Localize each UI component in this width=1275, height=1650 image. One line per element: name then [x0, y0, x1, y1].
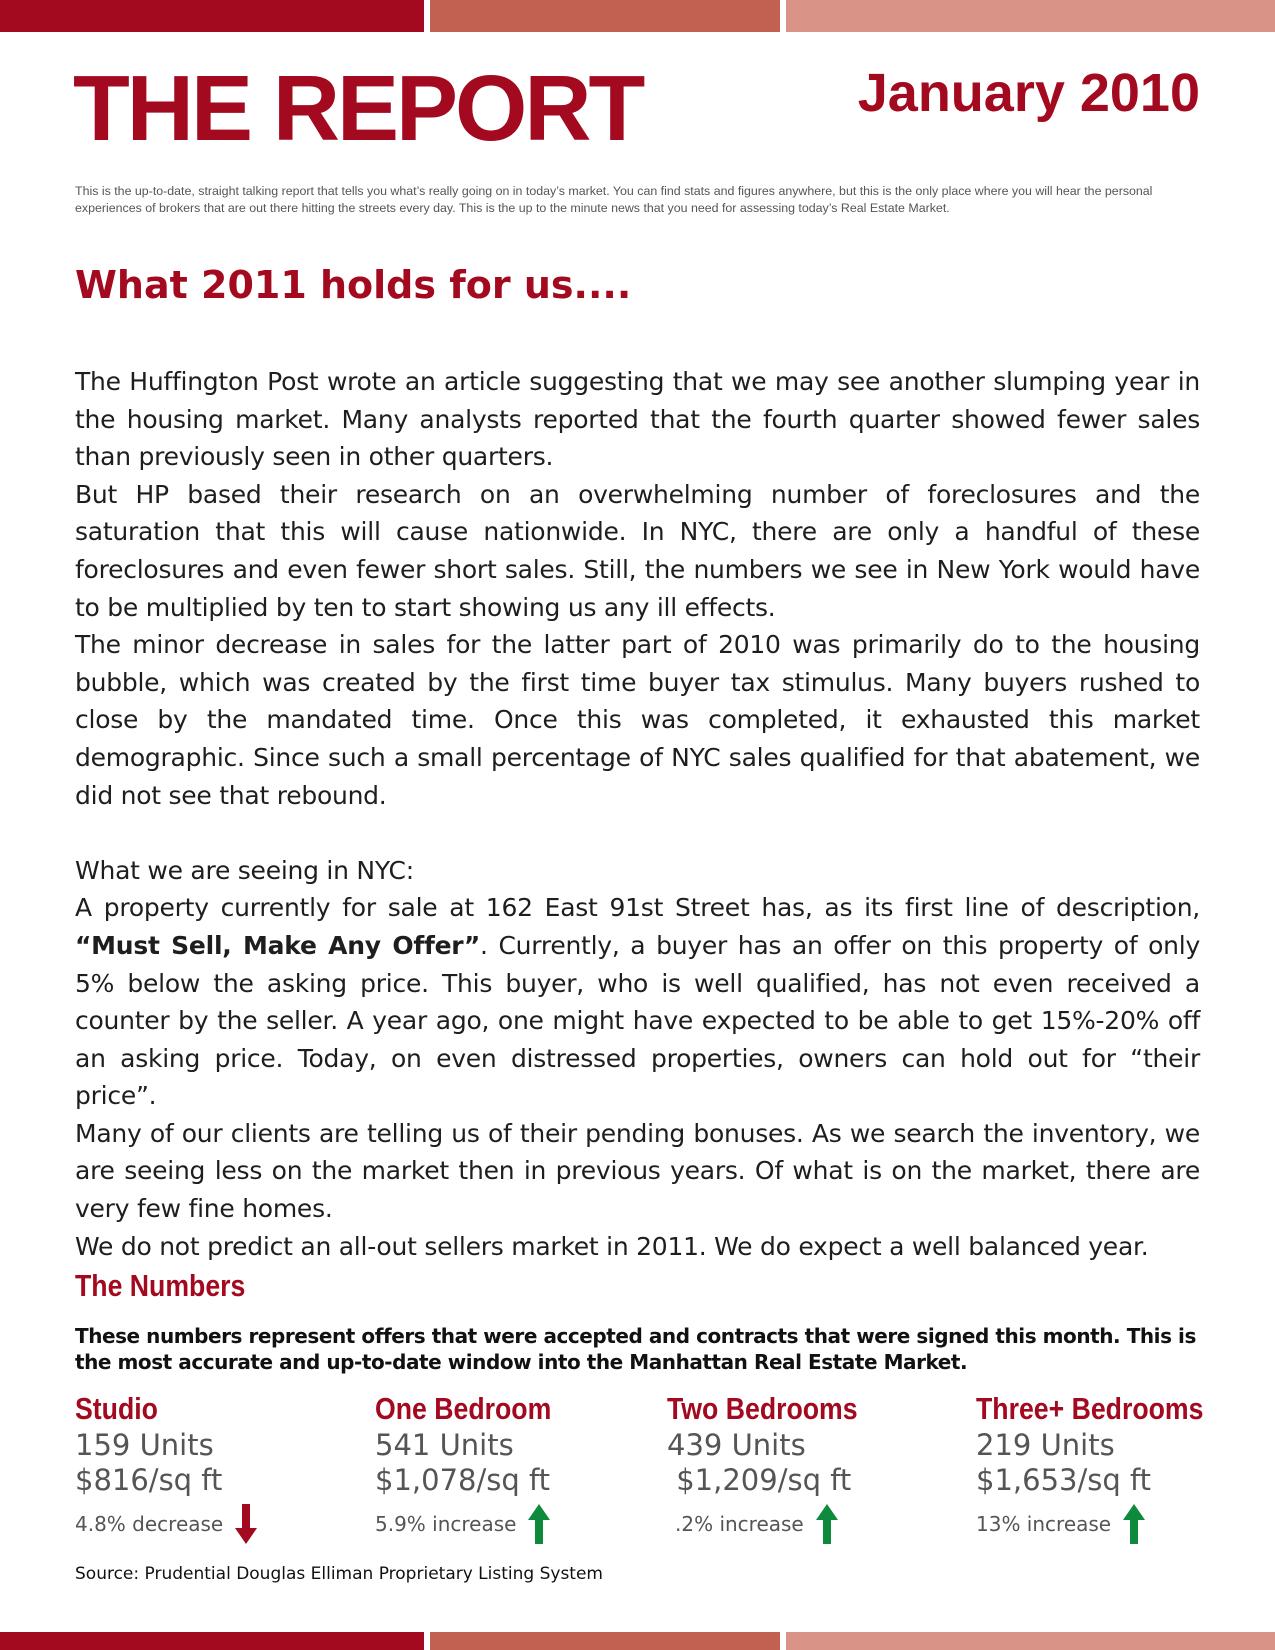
article-paragraph: We do not predict an all-out sellers market in 2011. We do expect a well balanced year. — [75, 1231, 1149, 1261]
arrow-up-icon — [816, 1504, 838, 1544]
article-text: . Currently, a buyer has an offer on this property of only 5% below the asking price. This buyer, who is well qualified, has not even received a counter by the seller. A year ago, one might have expected to be able to get 15%-20% off an asking price. Today, on even distressed properties, owners can hold out for “their price”. — [75, 930, 1200, 1111]
stat-title: Three+ Bedrooms — [976, 1391, 1204, 1426]
stat-column-two-bedrooms — [667, 1390, 889, 1544]
stat-price: $1,209/sq ft — [667, 1463, 852, 1497]
stat-title: Two Bedrooms — [667, 1391, 858, 1426]
top-bar-segment-mid — [430, 0, 780, 32]
article-body — [75, 363, 1200, 1265]
article-text: A property currently for sale at 162 East 91st Street has, as its first line of description, — [75, 893, 1200, 923]
stat-change-text: .2% increase — [675, 1512, 804, 1536]
stat-units: 439 Units — [667, 1428, 806, 1462]
article-paragraph: Many of our clients are telling us of their pending bonuses. As we search the inventory, we are seeing less on the market then in previous years. Of what is on the market, there are very few fine homes. — [75, 1118, 1200, 1224]
report-date: January 2010 — [857, 63, 1200, 123]
arrow-up-icon — [1123, 1504, 1145, 1544]
stat-price: $1,078/sq ft — [375, 1463, 551, 1497]
stat-units: 541 Units — [375, 1428, 514, 1462]
stat-change-text: 5.9% increase — [375, 1512, 517, 1536]
stat-change-text: 13% increase — [976, 1512, 1112, 1536]
stat-title: One Bedroom — [375, 1391, 552, 1426]
top-color-bar — [0, 0, 1275, 32]
stat-column-one-bedroom — [375, 1390, 580, 1544]
stat-units: 219 Units — [976, 1428, 1115, 1462]
article-paragraph — [75, 889, 1200, 1115]
stat-title: Studio — [75, 1391, 158, 1426]
source-note: Source: Prudential Douglas Elliman Proprietary Listing System — [75, 1564, 603, 1584]
article-headline: What 2011 holds for us.... — [75, 263, 632, 307]
bottom-bar-segment-dark — [0, 1632, 424, 1650]
stat-change — [375, 1504, 580, 1544]
article-paragraph: But HP based their research on an overwhelming number of foreclosures and the saturation that this will cause nationwide. In NYC, there are only a handful of these foreclosures and even fewer short sales. Still, the numbers we see in New York would have to be multiplied by ten to start showing us any ill effects. — [75, 479, 1200, 622]
bottom-bar-segment-mid — [430, 1632, 780, 1650]
stat-change — [675, 1504, 889, 1544]
stat-change — [976, 1504, 1240, 1544]
stat-price: $816/sq ft — [75, 1463, 223, 1497]
intro-text: This is the up-to-date, straight talking report that tells you what’s really going on in today’s market. You can find stats and figures anywhere, but this is the only place where you will hear the personal experiences of brokers that are out there hitting the streets every day. This is the up to the minute news that you need for assessing today’s Real Estate Market. — [75, 184, 1153, 215]
stat-column-three-plus-bedrooms — [976, 1390, 1240, 1544]
article-paragraph: The Huffington Post wrote an article suggesting that we may see another slumping year in the housing market. Many analysts reported that the fourth quarter showed fewer sales than previously seen in other quarters. — [75, 367, 1200, 472]
article-paragraph: What we are seeing in NYC: — [75, 855, 414, 885]
bottom-bar-segment-light — [786, 1632, 1275, 1650]
report-title: THE REPORT — [73, 56, 643, 160]
stat-units: 159 Units — [75, 1428, 214, 1462]
article-quote: “Must Sell, Make Any Offer” — [75, 930, 481, 960]
arrow-down-icon — [235, 1504, 257, 1544]
numbers-title: The Numbers — [75, 1268, 246, 1303]
stat-change-text: 4.8% decrease — [75, 1512, 224, 1536]
stat-change — [75, 1504, 257, 1544]
bottom-color-bar — [0, 1632, 1275, 1650]
stat-column-studio — [75, 1390, 257, 1544]
arrow-up-icon — [528, 1504, 550, 1544]
top-bar-segment-light — [786, 0, 1275, 32]
stat-price: $1,653/sq ft — [976, 1463, 1152, 1497]
article-paragraph: The minor decrease in sales for the latter part of 2010 was primarily do to the housing bubble, which was created by the first time buyer tax stimulus. Many buyers rushed to close by the mandated time. Once this was completed, it exhausted this market demographic. Since such a small percentage of NYC sales qualified for that abatement, we did not see that rebound. — [75, 630, 1200, 810]
numbers-description: These numbers represent offers that were accepted and contracts that were signed this month. This is the most accurate and up-to-date window into the Manhattan Real Estate Market. — [75, 1324, 1196, 1374]
top-bar-segment-dark — [0, 0, 424, 32]
